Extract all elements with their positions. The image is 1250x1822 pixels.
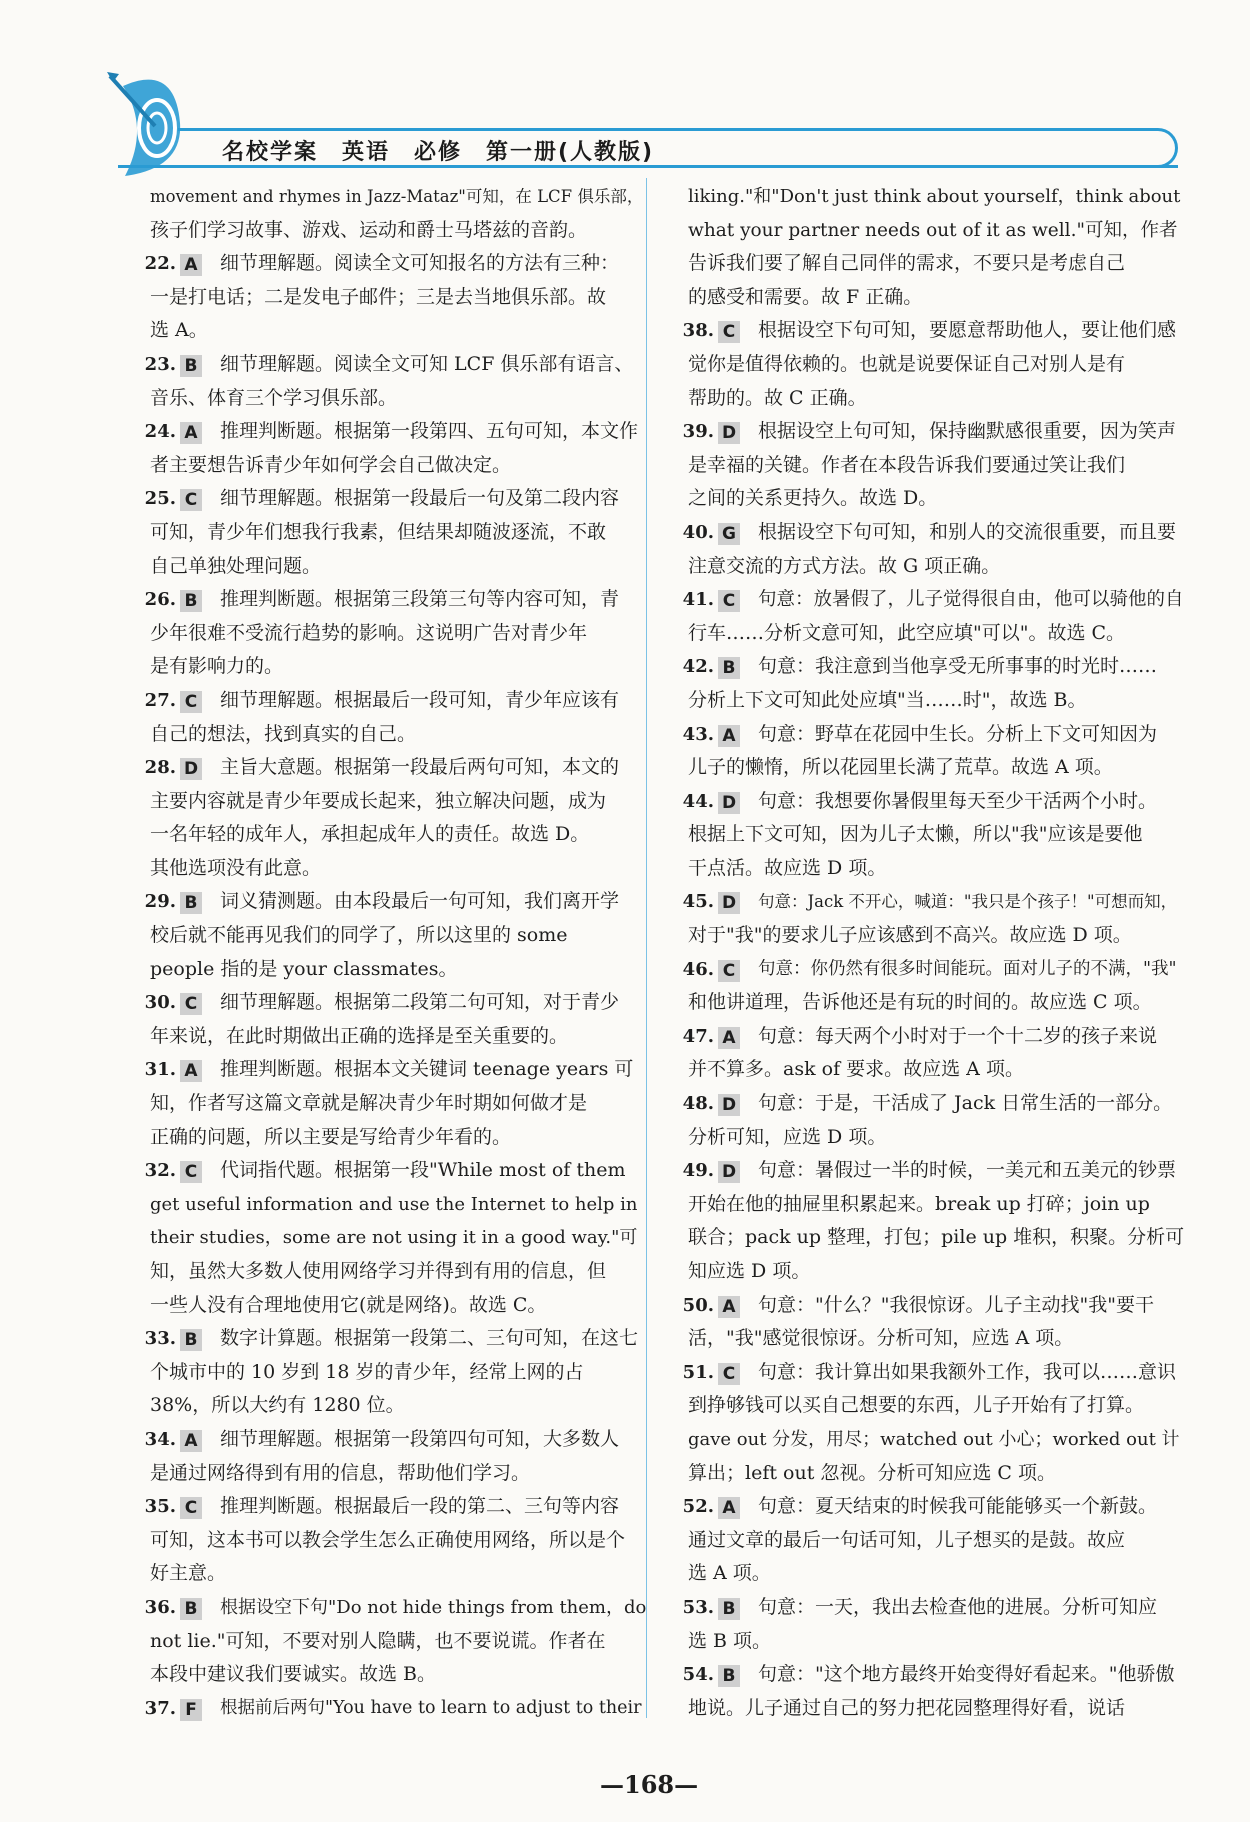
- explanation-line: 一名年轻的成年人，承担起成年人的责任。故选 D。: [150, 823, 590, 846]
- answer-entry: [682, 1289, 1188, 1356]
- explanation-line: 细节理解题。根据第二段第二句可知，对于青少: [220, 991, 620, 1014]
- explanation-line: 和他讲道理，告诉他还是有玩的时间的。故应选 C 项。: [688, 991, 1152, 1014]
- explanation-line: 选 A。: [150, 319, 208, 342]
- explanation-line: 是幸福的关键。作者在本段告诉我们要通过笑让我们: [688, 453, 1126, 476]
- explanation-line: 自己单独处理问题。: [150, 554, 322, 577]
- explanation-line: 联合；pack up 整理，打包；pile up 堆积，积聚。分析可: [688, 1226, 1185, 1249]
- explanation-line: people 指的是 your classmates。: [150, 957, 458, 980]
- answer-entry: [144, 1591, 650, 1692]
- explanation-line: 代词指代题。根据第一段"While most of them: [220, 1159, 626, 1182]
- question-number: 37.: [144, 1697, 176, 1719]
- question-number: 49.: [682, 1160, 714, 1182]
- explanation-line: 儿子的懒惰，所以花园里长满了荒草。故选 A 项。: [688, 756, 1113, 779]
- question-number: 25.: [144, 488, 176, 510]
- explanation-line: 根据设空上句可知，保持幽默感很重要，因为笑声: [758, 420, 1177, 443]
- question-number: 51.: [682, 1361, 714, 1383]
- question-number: 29.: [144, 891, 176, 913]
- answer-entry: [144, 885, 650, 986]
- explanation-line: 根据设空下句可知，和别人的交流很重要，而且要: [758, 520, 1177, 543]
- answer-letter-badge: D: [718, 1161, 740, 1183]
- answer-entry: [682, 1658, 1188, 1725]
- page-number: —168—: [600, 1770, 699, 1799]
- text-line: movement and rhymes in Jazz-Mataz"可知，在 LCF 俱乐部，: [150, 187, 644, 206]
- answer-letter-badge: C: [180, 1161, 202, 1183]
- question-number: 50.: [682, 1294, 714, 1316]
- explanation-line: 推理判断题。根据最后一段的第二、三句等内容: [220, 1495, 620, 1518]
- answer-letter-badge: D: [718, 792, 740, 814]
- explanation-line: 句意：野草在花园中生长。分析上下文可知因为: [758, 722, 1158, 745]
- explanation-line: 一些人没有合理地使用它(就是网络)。故选 C。: [150, 1293, 547, 1316]
- answer-letter-badge: B: [180, 1598, 202, 1620]
- answer-entry: [144, 1053, 650, 1154]
- answer-entry: [682, 1087, 1188, 1154]
- question-number: 52.: [682, 1496, 714, 1518]
- explanation-line: 句意：一天，我出去检查他的进展。分析可知应: [758, 1595, 1158, 1618]
- answer-letter-badge: C: [180, 993, 202, 1015]
- explanation-line: 本段中建议我们要诚实。故选 B。: [150, 1663, 437, 1686]
- answer-entry: [682, 1356, 1188, 1490]
- explanation-line: 注意交流的方式方法。故 G 项正确。: [688, 554, 1001, 577]
- answer-entry: [144, 348, 650, 415]
- answer-letter-badge: C: [718, 590, 740, 612]
- answer-entry: [144, 684, 650, 751]
- explanation-line: 算出；left out 忽视。分析可知应选 C 项。: [688, 1461, 1056, 1484]
- answer-letter-badge: C: [180, 691, 202, 713]
- question-number: 38.: [682, 320, 714, 342]
- question-number: 32.: [144, 1160, 176, 1182]
- explanation-line: 推理判断题。根据第一段第四、五句可知，本文作: [220, 420, 639, 443]
- explanation-line: 句意：Jack 不开心，喊道："我只是个孩子！"可想而知，: [758, 892, 1178, 912]
- explanation-line: 数字计算题。根据第一段第二、三句可知，在这七: [220, 1327, 639, 1350]
- question-number: 45.: [682, 891, 714, 913]
- explanation-line: 句意：我注意到当他享受无所事事的时光时……: [758, 655, 1158, 678]
- question-number: 34.: [144, 1428, 176, 1450]
- explanation-line: 好主意。: [150, 1562, 227, 1585]
- answer-letter-badge: A: [180, 422, 202, 444]
- question-number: 44.: [682, 790, 714, 812]
- question-number: 40.: [682, 521, 714, 543]
- question-number: 42.: [682, 656, 714, 678]
- page-header-title: 名校学案 英语 必修 第一册(人教版): [222, 140, 655, 165]
- explanation-line: 细节理解题。根据第一段第四句可知，大多数人: [220, 1427, 620, 1450]
- explanation-line: 对于"我"的要求儿子应该感到不高兴。故应选 D 项。: [688, 924, 1132, 947]
- answer-letter-badge: C: [718, 321, 740, 343]
- explanation-line: 到挣够钱可以买自己想要的东西，儿子开始有了打算。: [688, 1394, 1145, 1417]
- answer-entry: [682, 1154, 1188, 1288]
- text-line: what your partner needs out of it as well."可知，作者: [688, 219, 1178, 241]
- explanation-line: 者主要想告诉青少年如何学会自己做决定。: [150, 453, 512, 476]
- answer-letter-badge: A: [718, 725, 740, 747]
- answer-letter-badge: C: [718, 960, 740, 982]
- answer-letter-badge: D: [718, 422, 740, 444]
- explanation-line: 句意：夏天结束的时候我可能能够买一个新鼓。: [758, 1495, 1158, 1518]
- explanation-line: 句意："什么？"我很惊讶。儿子主动找"我"要干: [758, 1293, 1154, 1316]
- explanation-line: 分析上下文可知此处应填"当……时"，故选 B。: [688, 688, 1087, 711]
- explanation-line: 细节理解题。根据最后一段可知，青少年应该有: [220, 688, 620, 711]
- explanation-line: 一是打电话；二是发电子邮件；三是去当地俱乐部。故: [150, 285, 607, 308]
- answer-entry: [682, 1490, 1188, 1591]
- answer-letter-badge: B: [718, 1598, 740, 1620]
- answer-entry: [144, 415, 650, 482]
- answer-entry: [682, 583, 1188, 650]
- answer-entry: [682, 785, 1188, 886]
- question-number: 26.: [144, 589, 176, 611]
- explanation-line: 细节理解题。阅读全文可知 LCF 俱乐部有语言、: [220, 352, 634, 375]
- explanation-line: 地说。儿子通过自己的努力把花园整理得好看，说话: [688, 1696, 1126, 1719]
- question-number: 43.: [682, 723, 714, 745]
- explanation-line: 句意：我计算出如果我额外工作，我可以……意识: [758, 1360, 1177, 1383]
- answer-letter-badge: C: [180, 489, 202, 511]
- question-number: 30.: [144, 992, 176, 1014]
- question-number: 35.: [144, 1496, 176, 1518]
- explanation-line: 主要内容就是青少年要成长起来，独立解决问题，成为: [150, 789, 607, 812]
- explanation-line: 句意：你仍然有很多时间能玩。面对儿子的不满，"我": [758, 958, 1177, 979]
- explanation-line: gave out 分发，用尽；watched out 小心；worked out 计: [688, 1428, 1180, 1450]
- question-number: 46.: [682, 958, 714, 980]
- answer-letter-badge: A: [718, 1296, 740, 1318]
- question-number: 23.: [144, 353, 176, 375]
- answer-entry: [144, 1154, 650, 1322]
- answer-letter-badge: B: [180, 1329, 202, 1351]
- explanation-line: 句意：放暑假了，儿子觉得很自由，他可以骑他的自: [758, 589, 1184, 611]
- explanation-line: 知应选 D 项。: [688, 1260, 811, 1282]
- question-number: 28.: [144, 757, 176, 779]
- explanation-line: 根据前后两句"You have to learn to adjust to their: [220, 1697, 642, 1718]
- explanation-line: 之间的关系更持久。故选 D。: [688, 487, 938, 510]
- explanation-line: 并不算多。ask of 要求。故应选 A 项。: [688, 1058, 1024, 1081]
- explanation-line: 句意：我想要你暑假里每天至少干活两个小时。: [758, 789, 1158, 812]
- answer-letter-badge: A: [718, 1497, 740, 1519]
- text-line: liking."和"Don't just think about yourself，think about: [688, 186, 1181, 207]
- answer-entry: [682, 718, 1188, 785]
- explanation-line: 是有影响力的。: [150, 655, 284, 678]
- question-number: 39.: [682, 421, 714, 443]
- answer-entry: [144, 1322, 650, 1423]
- explanation-line: 个城市中的 10 岁到 18 岁的青少年，经常上网的占: [150, 1360, 584, 1383]
- explanation-line: their studies，some are not using it in a good way."可: [150, 1227, 638, 1249]
- answer-entry: [144, 482, 650, 583]
- explanation-line: 可知，这本书可以教会学生怎么正确使用网络，所以是个: [150, 1528, 626, 1551]
- explanation-line: 句意：于是，干活成了 Jack 日常生活的一部分。: [758, 1092, 1173, 1115]
- question-number: 54.: [682, 1664, 714, 1686]
- continued-text: [688, 180, 1188, 314]
- answer-entry: [682, 314, 1188, 415]
- answer-letter-badge: D: [718, 1094, 740, 1116]
- answer-letter-badge: B: [180, 590, 202, 612]
- explanation-line: 句意：每天两个小时对于一个十二岁的孩子来说: [758, 1024, 1158, 1047]
- question-number: 36.: [144, 1596, 176, 1618]
- answer-entry: [682, 650, 1188, 717]
- explanation-line: 音乐、体育三个学习俱乐部。: [150, 386, 398, 409]
- explanation-line: 根据上下文可知，因为儿子太懒，所以"我"应该是要他: [688, 823, 1143, 846]
- continued-text: [150, 180, 650, 247]
- answer-entry: [144, 1423, 650, 1490]
- explanation-line: 根据设空下句可知，要愿意帮助他人，要让他们感: [758, 319, 1177, 342]
- text-line: 孩子们学习故事、游戏、运动和爵士马塔兹的音韵。: [150, 218, 588, 241]
- answer-letter-badge: B: [718, 1665, 740, 1687]
- answer-entry: [144, 1490, 650, 1591]
- answer-letter-badge: A: [180, 254, 202, 276]
- text-line: 告诉我们要了解自己同伴的需求，不要只是考虑自己: [688, 252, 1126, 275]
- question-number: 27.: [144, 689, 176, 711]
- answer-letter-badge: C: [718, 1363, 740, 1385]
- text-line: 的感受和需要。故 F 正确。: [688, 285, 923, 308]
- answer-letter-badge: B: [718, 657, 740, 679]
- answer-entry: [144, 583, 650, 684]
- explanation-line: 选 A 项。: [688, 1562, 771, 1585]
- question-number: 53.: [682, 1596, 714, 1618]
- question-number: 41.: [682, 589, 714, 611]
- answer-letter-badge: F: [180, 1699, 202, 1721]
- question-number: 47.: [682, 1025, 714, 1047]
- explanation-line: 自己的想法，找到真实的自己。: [150, 722, 417, 745]
- explanation-line: 是通过网络得到有用的信息，帮助他们学习。: [150, 1461, 531, 1484]
- answer-letter-badge: B: [180, 892, 202, 914]
- answer-entry: [682, 516, 1188, 583]
- answer-letter-badge: G: [718, 523, 740, 545]
- answer-entry: [682, 1020, 1188, 1087]
- explanation-line: 帮助的。故 C 正确。: [688, 386, 867, 409]
- explanation-line: 其他选项没有此意。: [150, 856, 322, 879]
- explanation-line: 觉你是值得依赖的。也就是说要保证自己对别人是有: [688, 352, 1126, 375]
- explanation-line: 主旨大意题。根据第一段最后两句可知，本文的: [220, 756, 620, 779]
- question-number: 33.: [144, 1328, 176, 1350]
- explanation-line: 根据设空下句"Do not hide things from them，do: [220, 1596, 647, 1618]
- question-number: 48.: [682, 1093, 714, 1115]
- answer-entry: [144, 1692, 650, 1726]
- explanation-line: not lie."可知，不要对别人隐瞒，也不要说谎。作者在: [150, 1629, 606, 1652]
- explanation-line: 知，虽然大多数人使用网络学习并得到有用的信息，但: [150, 1260, 607, 1282]
- answer-entry: [144, 986, 650, 1053]
- explanation-line: 细节理解题。根据第一段最后一句及第二段内容: [220, 487, 620, 510]
- explanation-line: 可知，青少年们想我行我素，但结果却随波逐流，不敢: [150, 520, 607, 543]
- explanation-line: 活，"我"感觉很惊讶。分析可知，应选 A 项。: [688, 1327, 1074, 1350]
- explanation-line: 38%，所以大约有 1280 位。: [150, 1394, 405, 1417]
- explanation-line: 年来说，在此时期做出正确的选择是至关重要的。: [150, 1024, 569, 1047]
- answer-entry: [144, 247, 650, 348]
- right-column: [682, 180, 1188, 1725]
- question-number: 22.: [144, 253, 176, 275]
- explanation-line: 推理判断题。根据第三段第三句等内容可知，青: [220, 588, 620, 611]
- answer-entry: [682, 1591, 1188, 1658]
- explanation-line: 干点活。故应选 D 项。: [688, 856, 887, 879]
- answer-letter-badge: D: [718, 892, 740, 914]
- answer-letter-badge: A: [180, 1060, 202, 1082]
- answer-entry: [144, 751, 650, 885]
- answer-letter-badge: B: [180, 355, 202, 377]
- explanation-line: 句意：暑假过一半的时候，一美元和五美元的钞票: [758, 1159, 1177, 1182]
- explanation-line: 分析可知，应选 D 项。: [688, 1125, 887, 1148]
- question-number: 24.: [144, 421, 176, 443]
- explanation-line: 通过文章的最后一句话可知，儿子想买的是鼓。故应: [688, 1528, 1126, 1551]
- answer-letter-badge: A: [718, 1027, 740, 1049]
- explanation-line: 正确的问题，所以主要是写给青少年看的。: [150, 1125, 512, 1148]
- explanation-line: 句意："这个地方最终开始变得好看起来。"他骄傲: [758, 1663, 1175, 1686]
- explanation-line: get useful information and use the Internet to help in: [150, 1193, 638, 1215]
- explanation-line: 细节理解题。阅读全文可知报名的方法有三种：: [220, 252, 620, 275]
- explanation-line: 校后就不能再见我们的同学了，所以这里的 some: [150, 924, 568, 947]
- question-number: 31.: [144, 1059, 176, 1081]
- explanation-line: 行车……分析文意可知，此空应填"可以"。故选 C。: [688, 621, 1126, 644]
- answer-entry: [682, 415, 1188, 516]
- explanation-line: 少年很难不受流行趋势的影响。这说明广告对青少年: [150, 621, 588, 644]
- explanation-line: 选 B 项。: [688, 1629, 772, 1652]
- explanation-line: 知，作者写这篇文章就是解决青少年时期如何做才是: [150, 1092, 588, 1115]
- explanation-line: 推理判断题。根据本文关键词 teenage years 可: [220, 1058, 634, 1081]
- answer-letter-badge: D: [180, 758, 202, 780]
- answer-letter-badge: A: [180, 1430, 202, 1452]
- answer-entry: [682, 885, 1188, 952]
- answer-letter-badge: C: [180, 1497, 202, 1519]
- left-column: [144, 180, 650, 1725]
- explanation-line: 词义猜测题。由本段最后一句可知，我们离开学: [220, 890, 620, 913]
- explanation-line: 开始在他的抽屉里积累起来。break up 打碎；join up: [688, 1192, 1150, 1215]
- answer-entry: [682, 953, 1188, 1020]
